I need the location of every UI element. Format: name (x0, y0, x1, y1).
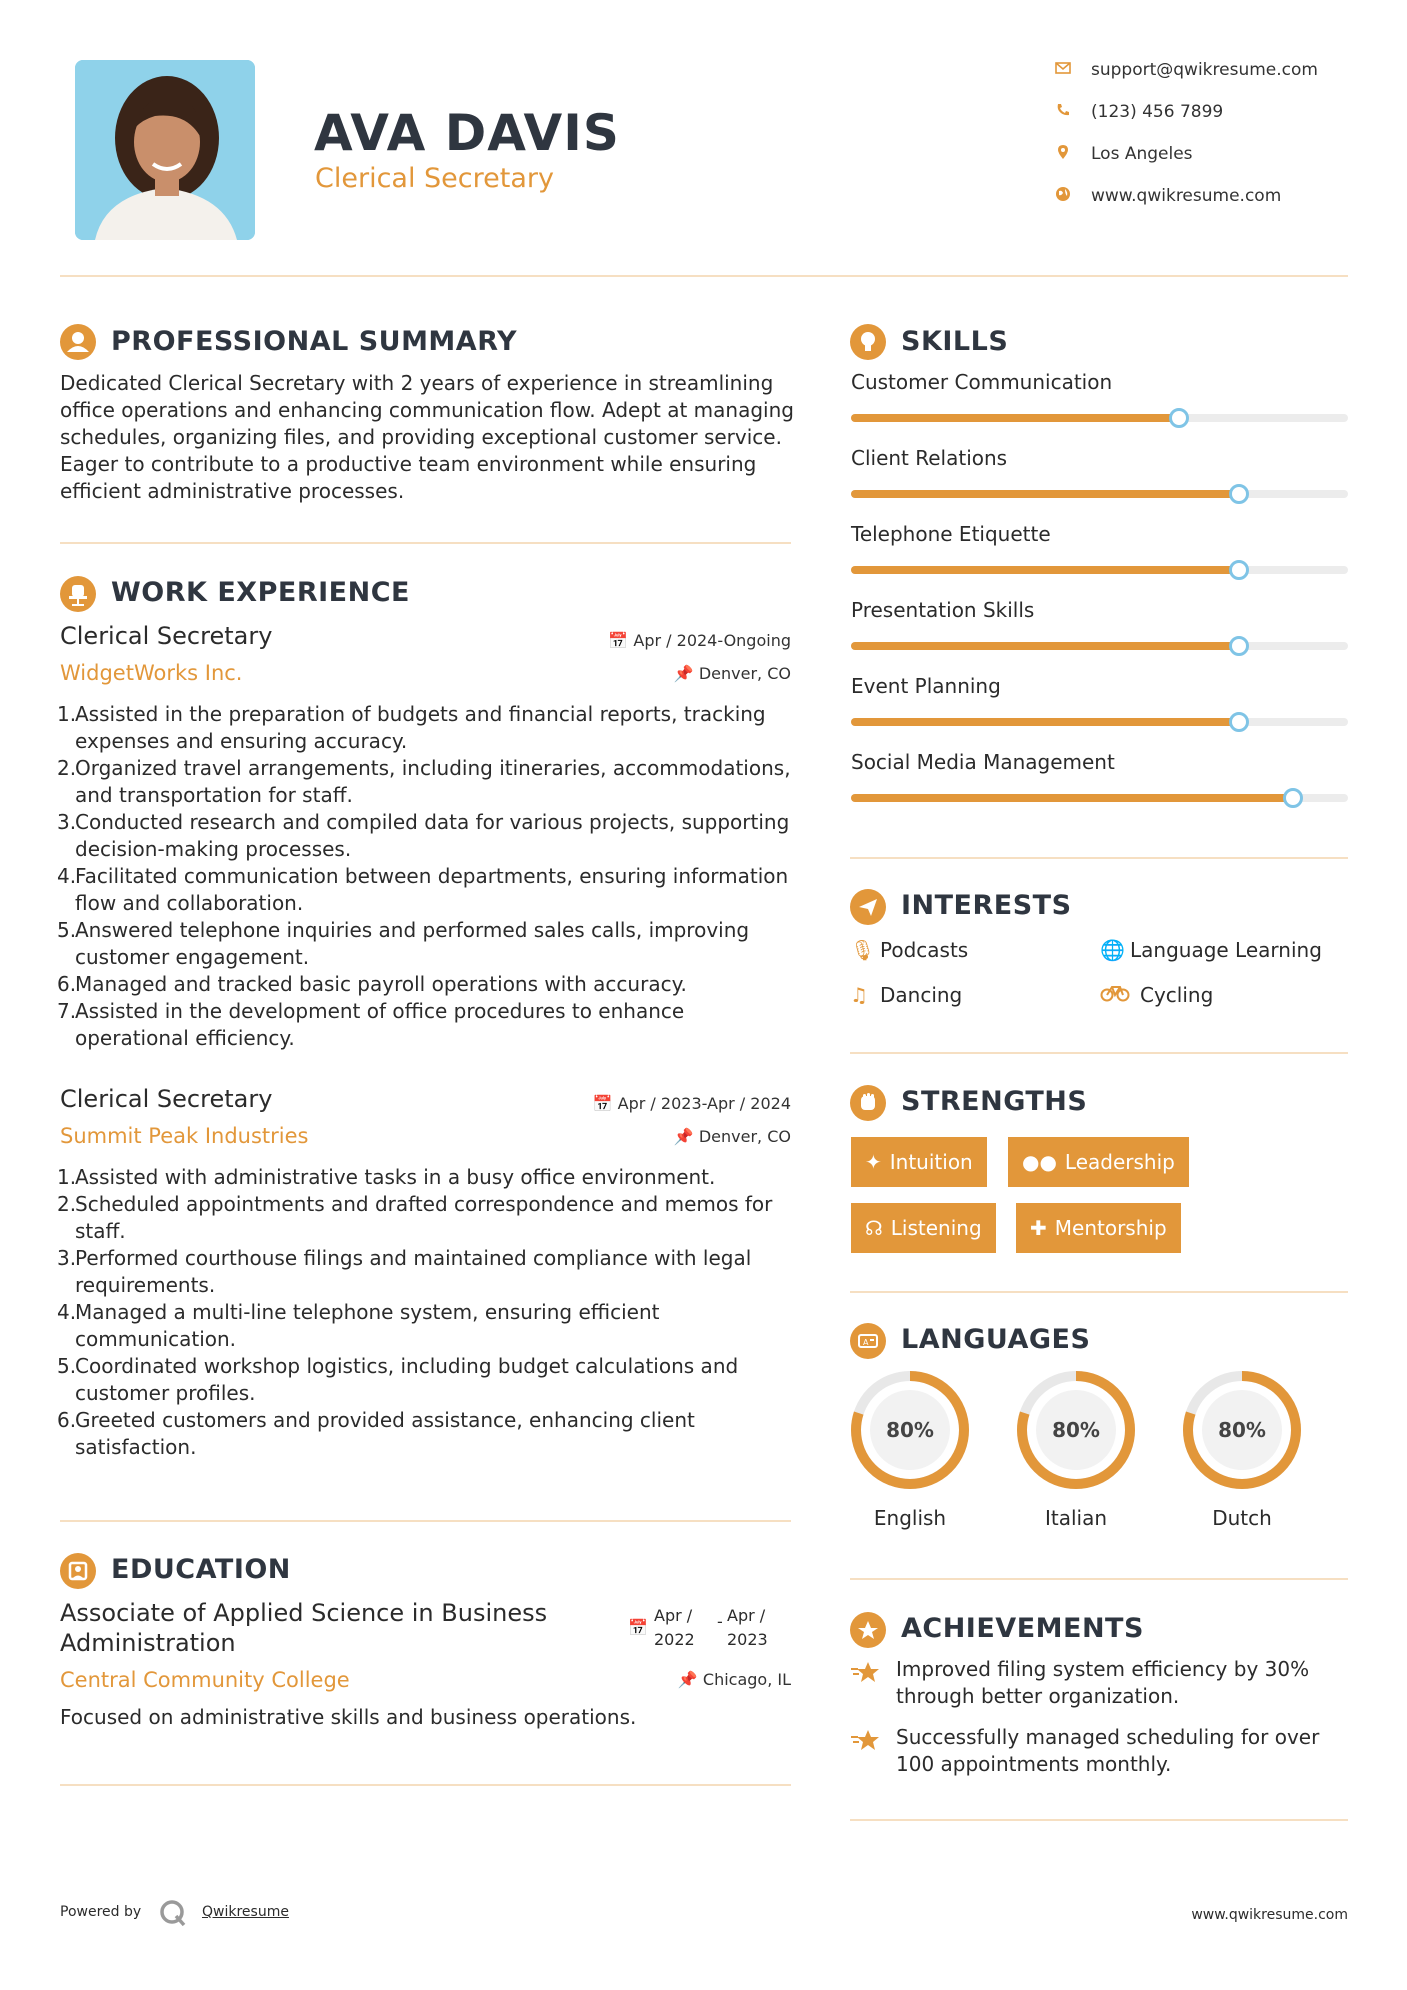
job-1-duties (57, 701, 797, 1052)
experience-divider (60, 1520, 791, 1522)
list-item: 1. Assisted in the preparation of budgets and financial reports, tracking expenses and ensuring accuracy. (57, 702, 766, 753)
microphone-icon: 🎙 (850, 938, 876, 962)
skill-bar-knob (1283, 788, 1303, 808)
job-2-location (560, 1127, 791, 1146)
strength-listening: ☊ Listening (851, 1203, 996, 1253)
education-location (580, 1670, 791, 1689)
skill-bar (851, 566, 1348, 574)
pin-icon: 📌 (677, 1670, 698, 1689)
education-location-text: Chicago, IL (702, 1670, 791, 1689)
candidate-title: Clerical Secretary (315, 163, 554, 194)
list-item: 2. Scheduled appointments and drafted correspondence and memos for staff. (57, 1192, 773, 1243)
list-item: 4. Facilitated communication between departments, ensuring information flow and collaboration. (57, 864, 789, 915)
email-icon (1055, 60, 1073, 78)
skill-bar (851, 490, 1348, 498)
education-heading: EDUCATION (111, 1554, 291, 1585)
list-item: 5. Answered telephone inquiries and performed sales calls, improving customer engagement. (57, 918, 750, 969)
list-item: 5. Coordinated workshop logistics, including budget calculations and customer profiles. (57, 1354, 739, 1405)
header-divider (60, 275, 1348, 277)
skill-label: Customer Communication (851, 370, 1113, 394)
skill-bar-knob (1229, 636, 1249, 656)
fist-icon (850, 1085, 886, 1121)
candidate-name: AVA DAVIS (314, 104, 620, 162)
pin-icon: 📌 (673, 1127, 694, 1146)
skill-label: Event Planning (851, 674, 1001, 698)
job-1-dates-text: Apr / 2024-Ongoing (633, 631, 791, 650)
job-2-dates-text: Apr / 2023-Apr / 2024 (617, 1094, 791, 1113)
skill-bar-knob (1229, 712, 1249, 732)
skills-heading: SKILLS (901, 326, 1009, 357)
skill-label: Client Relations (851, 446, 1008, 470)
achievements-divider (850, 1819, 1348, 1821)
skill-label: Social Media Management (851, 750, 1115, 774)
job-1-dates (560, 631, 791, 650)
languages-heading: LANGUAGES (901, 1324, 1091, 1355)
skill-label: Telephone Etiquette (851, 522, 1051, 546)
skill-label: Presentation Skills (851, 598, 1035, 622)
calendar-icon: 📅 (608, 631, 629, 650)
user-icon (60, 324, 96, 360)
globe-icon: 🌐 (1100, 938, 1125, 962)
strength-mentorship: ✚ Mentorship (1016, 1203, 1181, 1253)
interest-podcasts: 🎙 Podcasts (850, 938, 969, 962)
list-item: 6. Managed and tracked basic payroll operations with accuracy. (57, 972, 687, 996)
contact-phone[interactable] (1055, 102, 1355, 124)
list-item: 1. Assisted with administrative tasks in a busy office environment. (57, 1165, 716, 1189)
profile-photo (75, 60, 255, 240)
language-label: Italian (1044, 1506, 1108, 1530)
interest-cycling: Cycling (1100, 983, 1213, 1007)
briefcase-chair-icon (60, 576, 96, 612)
user-plus-icon: ✚ (1030, 1216, 1047, 1240)
job-1-title: Clerical Secretary (60, 622, 273, 650)
star-icon (851, 1728, 881, 1758)
users-icon: ●● (1022, 1150, 1057, 1174)
skill-bar-knob (1229, 560, 1249, 580)
contact-email-text: support@qwikresume.com (1091, 60, 1318, 80)
language-percent: 80% (1052, 1418, 1100, 1442)
magic-wand-icon: ✦ (865, 1150, 882, 1174)
contact-email[interactable] (1055, 60, 1355, 82)
education-description: Focused on administrative skills and business operations. (60, 1705, 637, 1729)
music-note-icon: ♫ (850, 983, 868, 1007)
contact-location (1055, 144, 1355, 166)
job-1-location-text: Denver, CO (698, 664, 791, 683)
strengths-divider (850, 1291, 1348, 1293)
lightbulb-icon (850, 324, 886, 360)
skills-divider (850, 857, 1348, 859)
job-2-duties (57, 1164, 797, 1461)
calendar-icon: 📅 (592, 1094, 613, 1113)
job-1-location (560, 664, 791, 683)
headphones-icon: ☊ (865, 1216, 883, 1240)
star-icon (851, 1660, 881, 1690)
location-pin-icon (1055, 144, 1073, 162)
skill-bar (851, 414, 1348, 422)
achievements-heading: ACHIEVEMENTS (901, 1613, 1144, 1644)
powered-by-label: Powered by (60, 1904, 142, 1920)
calendar-icon: 📅 (628, 1618, 648, 1637)
skill-bar-fill (851, 642, 1239, 650)
job-2-location-text: Denver, CO (698, 1127, 791, 1146)
interest-language-learning: 🌐 Language Learning (1100, 938, 1322, 962)
education-date-dash: - (717, 1612, 723, 1631)
language-ring (846, 1366, 974, 1494)
language-ring (1012, 1366, 1140, 1494)
strength-intuition: ✦ Intuition (851, 1137, 987, 1187)
interests-divider (850, 1052, 1348, 1054)
achievement-2: Successfully managed scheduling for over 100 appointments monthly. (896, 1725, 1320, 1776)
contact-website-text: www.qwikresume.com (1091, 186, 1282, 206)
job-2-company: Summit Peak Industries (60, 1124, 309, 1148)
footer-website-link[interactable]: www.qwikresume.com (1191, 1907, 1348, 1923)
language-label: Dutch (1212, 1506, 1272, 1530)
interests-heading: INTERESTS (901, 890, 1072, 921)
job-2-dates (540, 1094, 791, 1113)
skill-bar (851, 642, 1348, 650)
list-item: 3. Conducted research and compiled data for various projects, supporting decision-making processes. (57, 810, 790, 861)
list-item: 2. Organized travel arrangements, including itineraries, accommodations, and transportation for staff. (57, 756, 791, 807)
skill-bar-fill (851, 794, 1293, 802)
strengths-heading: STRENGTHS (901, 1086, 1088, 1117)
globe-icon (1055, 186, 1073, 204)
star-badge-icon (850, 1612, 886, 1648)
svg-text:A: A (863, 1338, 869, 1347)
job-2-title: Clerical Secretary (60, 1085, 273, 1113)
graduation-icon (60, 1553, 96, 1589)
achievement-1: Improved filing system efficiency by 30% through better organization. (896, 1657, 1310, 1708)
interest-dancing: ♫ Dancing (850, 983, 963, 1007)
summary-heading: PROFESSIONAL SUMMARY (111, 326, 518, 357)
contact-website[interactable] (1055, 186, 1355, 208)
list-item: 3. Performed courthouse filings and maintained compliance with legal requirements. (57, 1246, 752, 1297)
education-school: Central Community College (60, 1668, 350, 1692)
qwikresume-link[interactable]: Qwikresume (202, 1904, 289, 1920)
education-divider (60, 1784, 791, 1786)
experience-heading: WORK EXPERIENCE (111, 577, 410, 608)
list-item: 7. Assisted in the development of office procedures to enhance operational efficiency. (57, 999, 685, 1050)
bicycle-icon (1100, 983, 1132, 1007)
phone-icon (1055, 102, 1073, 120)
list-item: 4. Managed a multi-line telephone system, ensuring efficient communication. (57, 1300, 660, 1351)
skill-bar-fill (851, 718, 1239, 726)
language-percent: 80% (1218, 1418, 1266, 1442)
language-icon (850, 1323, 886, 1359)
strength-leadership: ●● Leadership (1008, 1137, 1189, 1187)
skill-bar-fill (851, 414, 1179, 422)
job-1-company: WidgetWorks Inc. (60, 661, 243, 685)
skill-bar (851, 718, 1348, 726)
languages-divider (850, 1578, 1348, 1580)
contact-phone-text: (123) 456 7899 (1091, 102, 1224, 122)
language-percent: 80% (886, 1418, 934, 1442)
pin-icon: 📌 (673, 664, 694, 683)
summary-text: Dedicated Clerical Secretary with 2 years of experience in streamlining office operations and enhancing communication flow. Adept at managing schedules, organizing files, and providing exceptional customer service. Eager to contribute to a productive team environment while ensuring efficient administrative processes. (60, 371, 794, 503)
qwikresume-logo-icon (158, 1898, 188, 1932)
paper-plane-icon (850, 889, 886, 925)
language-ring (1178, 1366, 1306, 1494)
skill-bar-knob (1229, 484, 1249, 504)
skill-bar-knob (1169, 408, 1189, 428)
education-start: Apr / 2022 (654, 1606, 695, 1649)
summary-divider (60, 542, 791, 544)
list-item: 6. Greeted customers and provided assistance, enhancing client satisfaction. (57, 1408, 695, 1459)
contact-location-text: Los Angeles (1091, 144, 1193, 164)
skill-bar-fill (851, 566, 1239, 574)
education-end: Apr / 2023 (727, 1606, 768, 1649)
skill-bar-fill (851, 490, 1239, 498)
language-label: English (873, 1506, 947, 1530)
education-degree: Associate of Applied Science in Business Administration (60, 1599, 548, 1657)
skill-bar (851, 794, 1348, 802)
